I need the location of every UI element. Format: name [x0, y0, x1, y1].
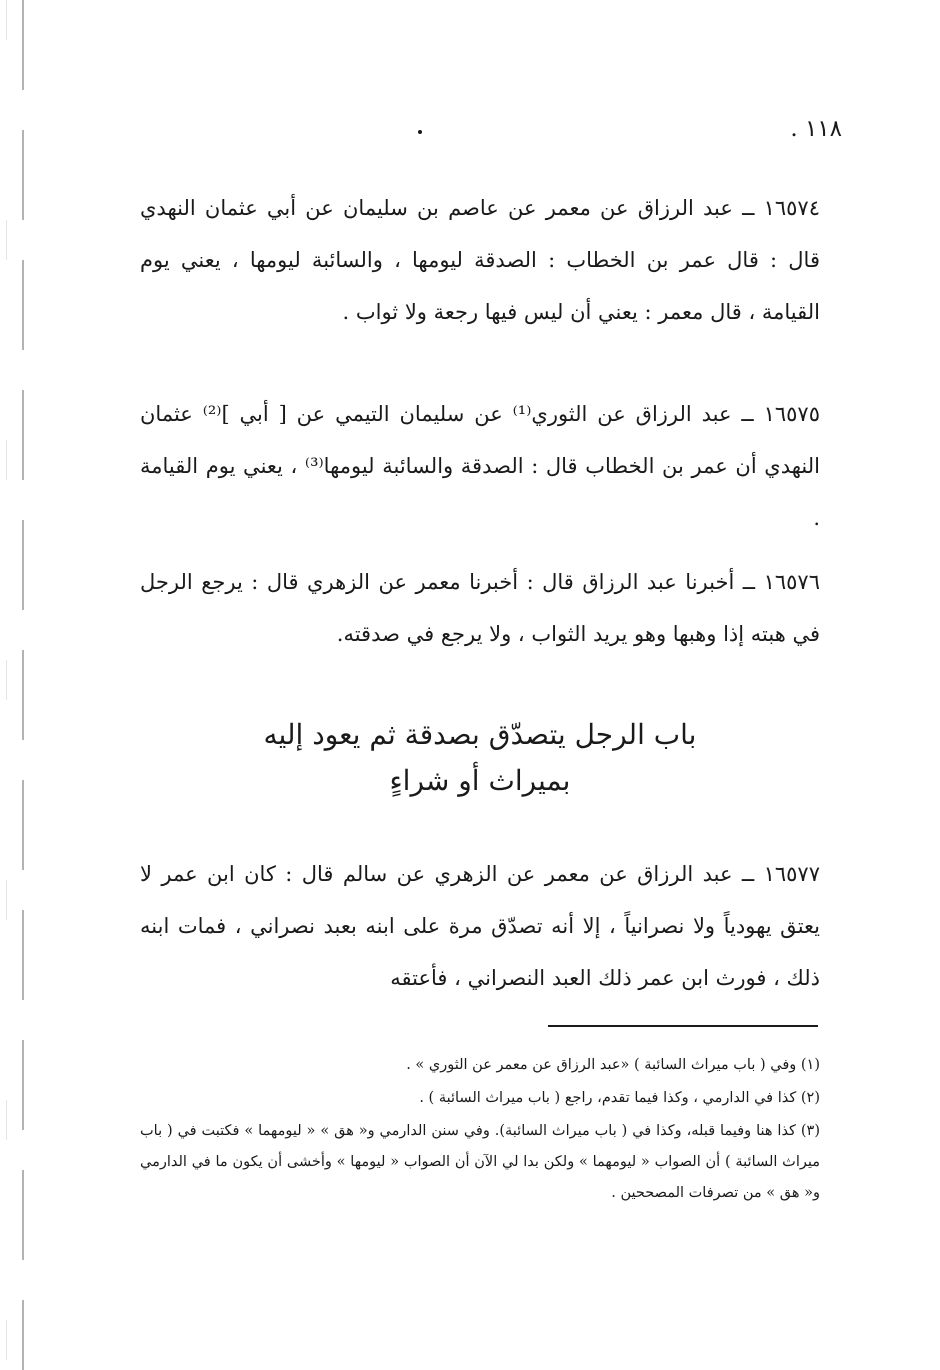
chapter-title-line-1: باب الرجل يتصدّق بصدقة ثم يعود إليه — [263, 718, 697, 751]
hadith-16576: ١٦٥٧٦ ــ أخبرنا عبد الرزاق قال : أخبرنا معمر عن الزهري قال : يرجع الرجل في هبته إذا وهبها وهو يريد الثواب ، ولا يرجع في صدقته. — [140, 570, 820, 646]
scan-edge-line-outer — [6, 0, 7, 1370]
chapter-title — [140, 712, 820, 804]
footnote-3: (٣) كذا هنا وفيما قبله، وكذا في ( باب ميراث السائبة). وفي سنن الدارمي و« هق » « ليومهما » فكتبت في ( باب ميراث السائبة ) أن الصواب « ليومهما » ولكن بدا لي الآن أن الصواب « ليومها » وأخشى أن يكون ما في الدارمي و« هق » من تصرفات المصححين . — [140, 1123, 820, 1201]
chapter-title-line-2: بميراث أو شراءٍ — [389, 764, 571, 797]
footnote-1: (١) وفي ( باب ميراث السائبة ) «عبد الرزاق عن معمر عن الثوري » . — [406, 1057, 820, 1073]
footnotes — [140, 1050, 820, 1211]
footnote-2: (٢) كذا في الدارمي ، وكذا فيما تقدم، راجع ( باب ميراث السائبة ) . — [419, 1090, 820, 1106]
footnote-divider — [548, 1025, 818, 1027]
hadith-16577: ١٦٥٧٧ ــ عبد الرزاق عن معمر عن الزهري عن سالم قال : كان ابن عمر لا يعتق يهودياً ولا نصرانياً ، إلا أنه تصدّق مرة على ابنه بعبد نصراني ، فمات ابنه ذلك ، فورث ابن عمر ذلك العبد النصراني ، فأعتقه — [140, 862, 821, 990]
scan-edge-line — [22, 0, 24, 1370]
hadith-16574: ١٦٥٧٤ ــ عبد الرزاق عن معمر عن عاصم بن سليمان عن أبي عثمان النهدي قال : قال عمر بن الخطاب : الصدقة ليومها ، والسائبة ليومها ، يعني يوم القيامة ، قال معمر : يعني أن ليس فيها رجعة ولا ثواب . — [140, 196, 820, 324]
hadith-16575: ١٦٥٧٥ ــ عبد الرزاق عن الثوري⁽¹⁾ عن سليمان التيمي عن [ أبي ]⁽²⁾ عثمان النهدي أن عمر بن الخطاب قال : الصدقة والسائبة ليومها⁽³⁾ ، يعني يوم القيامة . — [140, 402, 821, 530]
page-number: ١١٨ . — [790, 116, 842, 142]
header-dot — [418, 130, 422, 134]
